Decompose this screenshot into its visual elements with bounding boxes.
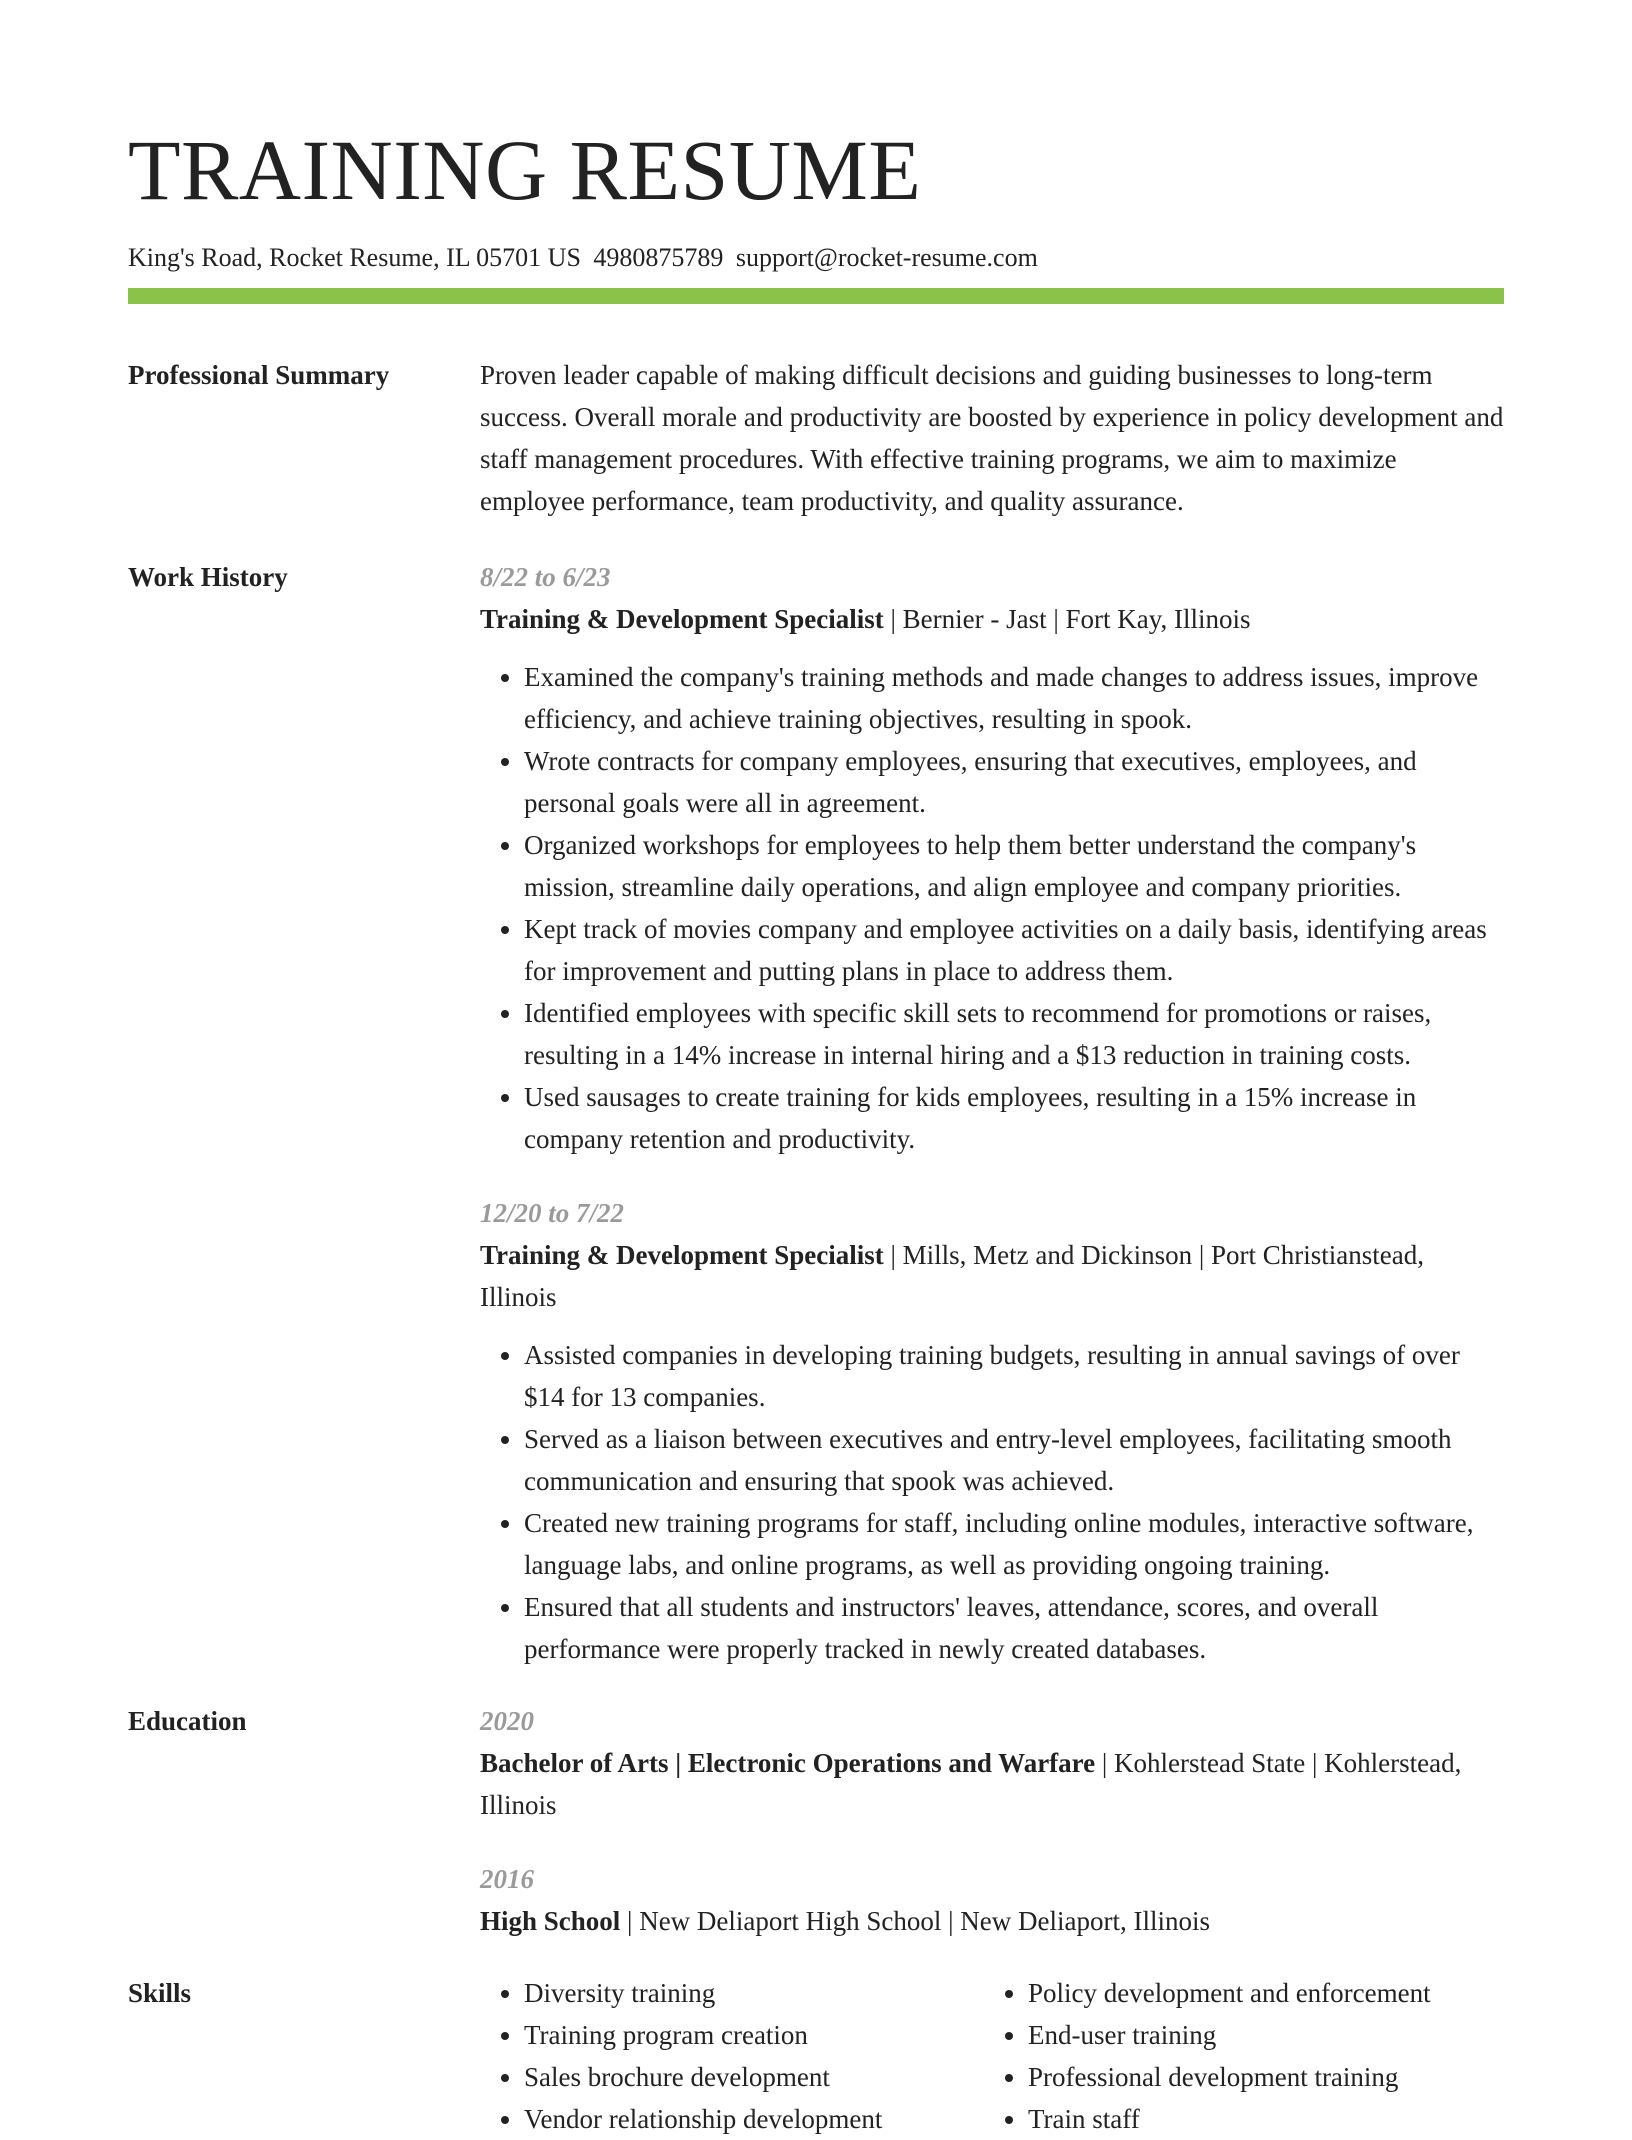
skill-item: • Professional development training <box>1028 2056 1488 2098</box>
job-bullets <box>480 1334 1504 1670</box>
skill-item: • Diversity training <box>524 1972 984 2014</box>
list-item: • Assisted companies in developing training budgets, resulting in annual savings of over $14 for 13 companies. <box>524 1334 1504 1418</box>
contact-email: support@rocket-resume.com <box>735 243 1038 272</box>
education-heading: Education <box>128 1706 247 1736</box>
contact-line <box>128 240 1504 276</box>
education-degree: High School <box>480 1906 621 1936</box>
summary-text: Proven leader capable of making difficult decisions and guiding businesses to long-term success. Overall morale and productivity are boosted by experience in policy development and staff management procedures. With effective training programs, we aim to maximize employee performance, team productivity, and quality assurance. <box>480 360 1504 516</box>
skill-item: • Training program creation <box>524 2014 984 2056</box>
education-year: 2016 <box>480 1864 534 1894</box>
job-employer-location: | Bernier - Jast | Fort Kay, Illinois <box>883 604 1251 634</box>
education-entry <box>480 1858 1504 1942</box>
skill-item: • Policy development and enforcement <box>1028 1972 1488 2014</box>
job-dates: 8/22 to 6/23 <box>480 562 611 592</box>
job-entry <box>480 1192 1504 1670</box>
education-heading-line <box>480 1900 1504 1942</box>
job-entry <box>480 556 1504 1160</box>
job-dates: 12/20 to 7/22 <box>480 1198 625 1228</box>
skill-item: • End-user training <box>1028 2014 1488 2056</box>
work-history-heading: Work History <box>128 562 288 592</box>
education-school: | Kohlerstead State | Kohlerstead, Illinois <box>480 1748 1462 1820</box>
skills-body <box>480 1972 1504 2140</box>
job-title: Training & Development Specialist <box>480 1240 884 1270</box>
resume-title: TRAINING RESUME <box>128 122 922 218</box>
list-item: • Ensured that all students and instructors' leaves, attendance, scores, and overall performance were properly tracked in newly created databases. <box>524 1586 1504 1670</box>
job-employer-location: | Mills, Metz and Dickinson | Port Christianstead, Illinois <box>480 1240 1424 1312</box>
job-heading <box>480 1234 1504 1318</box>
skills-heading: Skills <box>128 1978 192 2008</box>
education-section <box>128 1700 1504 1942</box>
job-heading <box>480 598 1504 640</box>
list-item: • Used sausages to create training for kids employees, resulting in a 15% increase in company retention and productivity. <box>524 1076 1504 1160</box>
skills-column-left <box>480 1972 984 2140</box>
work-history-section <box>128 556 1504 1670</box>
summary-section <box>128 354 1504 522</box>
list-item: • Served as a liaison between executives and entry-level employees, facilitating smooth communication and ensuring that spook was achieved. <box>524 1418 1504 1502</box>
job-bullets <box>480 656 1504 1160</box>
education-year: 2020 <box>480 1706 534 1736</box>
skills-section <box>128 1972 1504 2140</box>
list-item: • Examined the company's training methods and made changes to address issues, improve efficiency, and achieve training objectives, resulting in spook. <box>524 656 1504 740</box>
list-item: • Created new training programs for staff, including online modules, interactive software, language labs, and online programs, as well as providing ongoing training. <box>524 1502 1504 1586</box>
header-divider <box>128 288 1504 304</box>
education-degree: Bachelor of Arts | Electronic Operations and Warfare <box>480 1748 1096 1778</box>
education-entry <box>480 1700 1504 1826</box>
list-item: • Identified employees with specific skill sets to recommend for promotions or raises, resulting in a 14% increase in internal hiring and a $13 reduction in training costs. <box>524 992 1504 1076</box>
skill-item: • Vendor relationship development <box>524 2098 984 2140</box>
education-body <box>480 1700 1504 1942</box>
work-history-body <box>480 556 1504 1670</box>
contact-address: King's Road, Rocket Resume, IL 05701 US <box>128 243 581 272</box>
list-item: • Kept track of movies company and employee activities on a daily basis, identifying areas for improvement and putting plans in place to address them. <box>524 908 1504 992</box>
job-title: Training & Development Specialist <box>480 604 884 634</box>
contact-phone: 4980875789 <box>593 243 724 272</box>
skills-column-right <box>984 1972 1488 2140</box>
summary-heading: Professional Summary <box>128 360 390 390</box>
list-item: • Wrote contracts for company employees, ensuring that executives, employees, and personal goals were all in agreement. <box>524 740 1504 824</box>
education-school: | New Deliaport High School | New Deliaport, Illinois <box>620 1906 1210 1936</box>
list-item: • Organized workshops for employees to help them better understand the company's mission, streamline daily operations, and align employee and company priorities. <box>524 824 1504 908</box>
skill-item: • Sales brochure development <box>524 2056 984 2098</box>
education-heading-line <box>480 1742 1504 1826</box>
skill-item: • Train staff <box>1028 2098 1488 2140</box>
